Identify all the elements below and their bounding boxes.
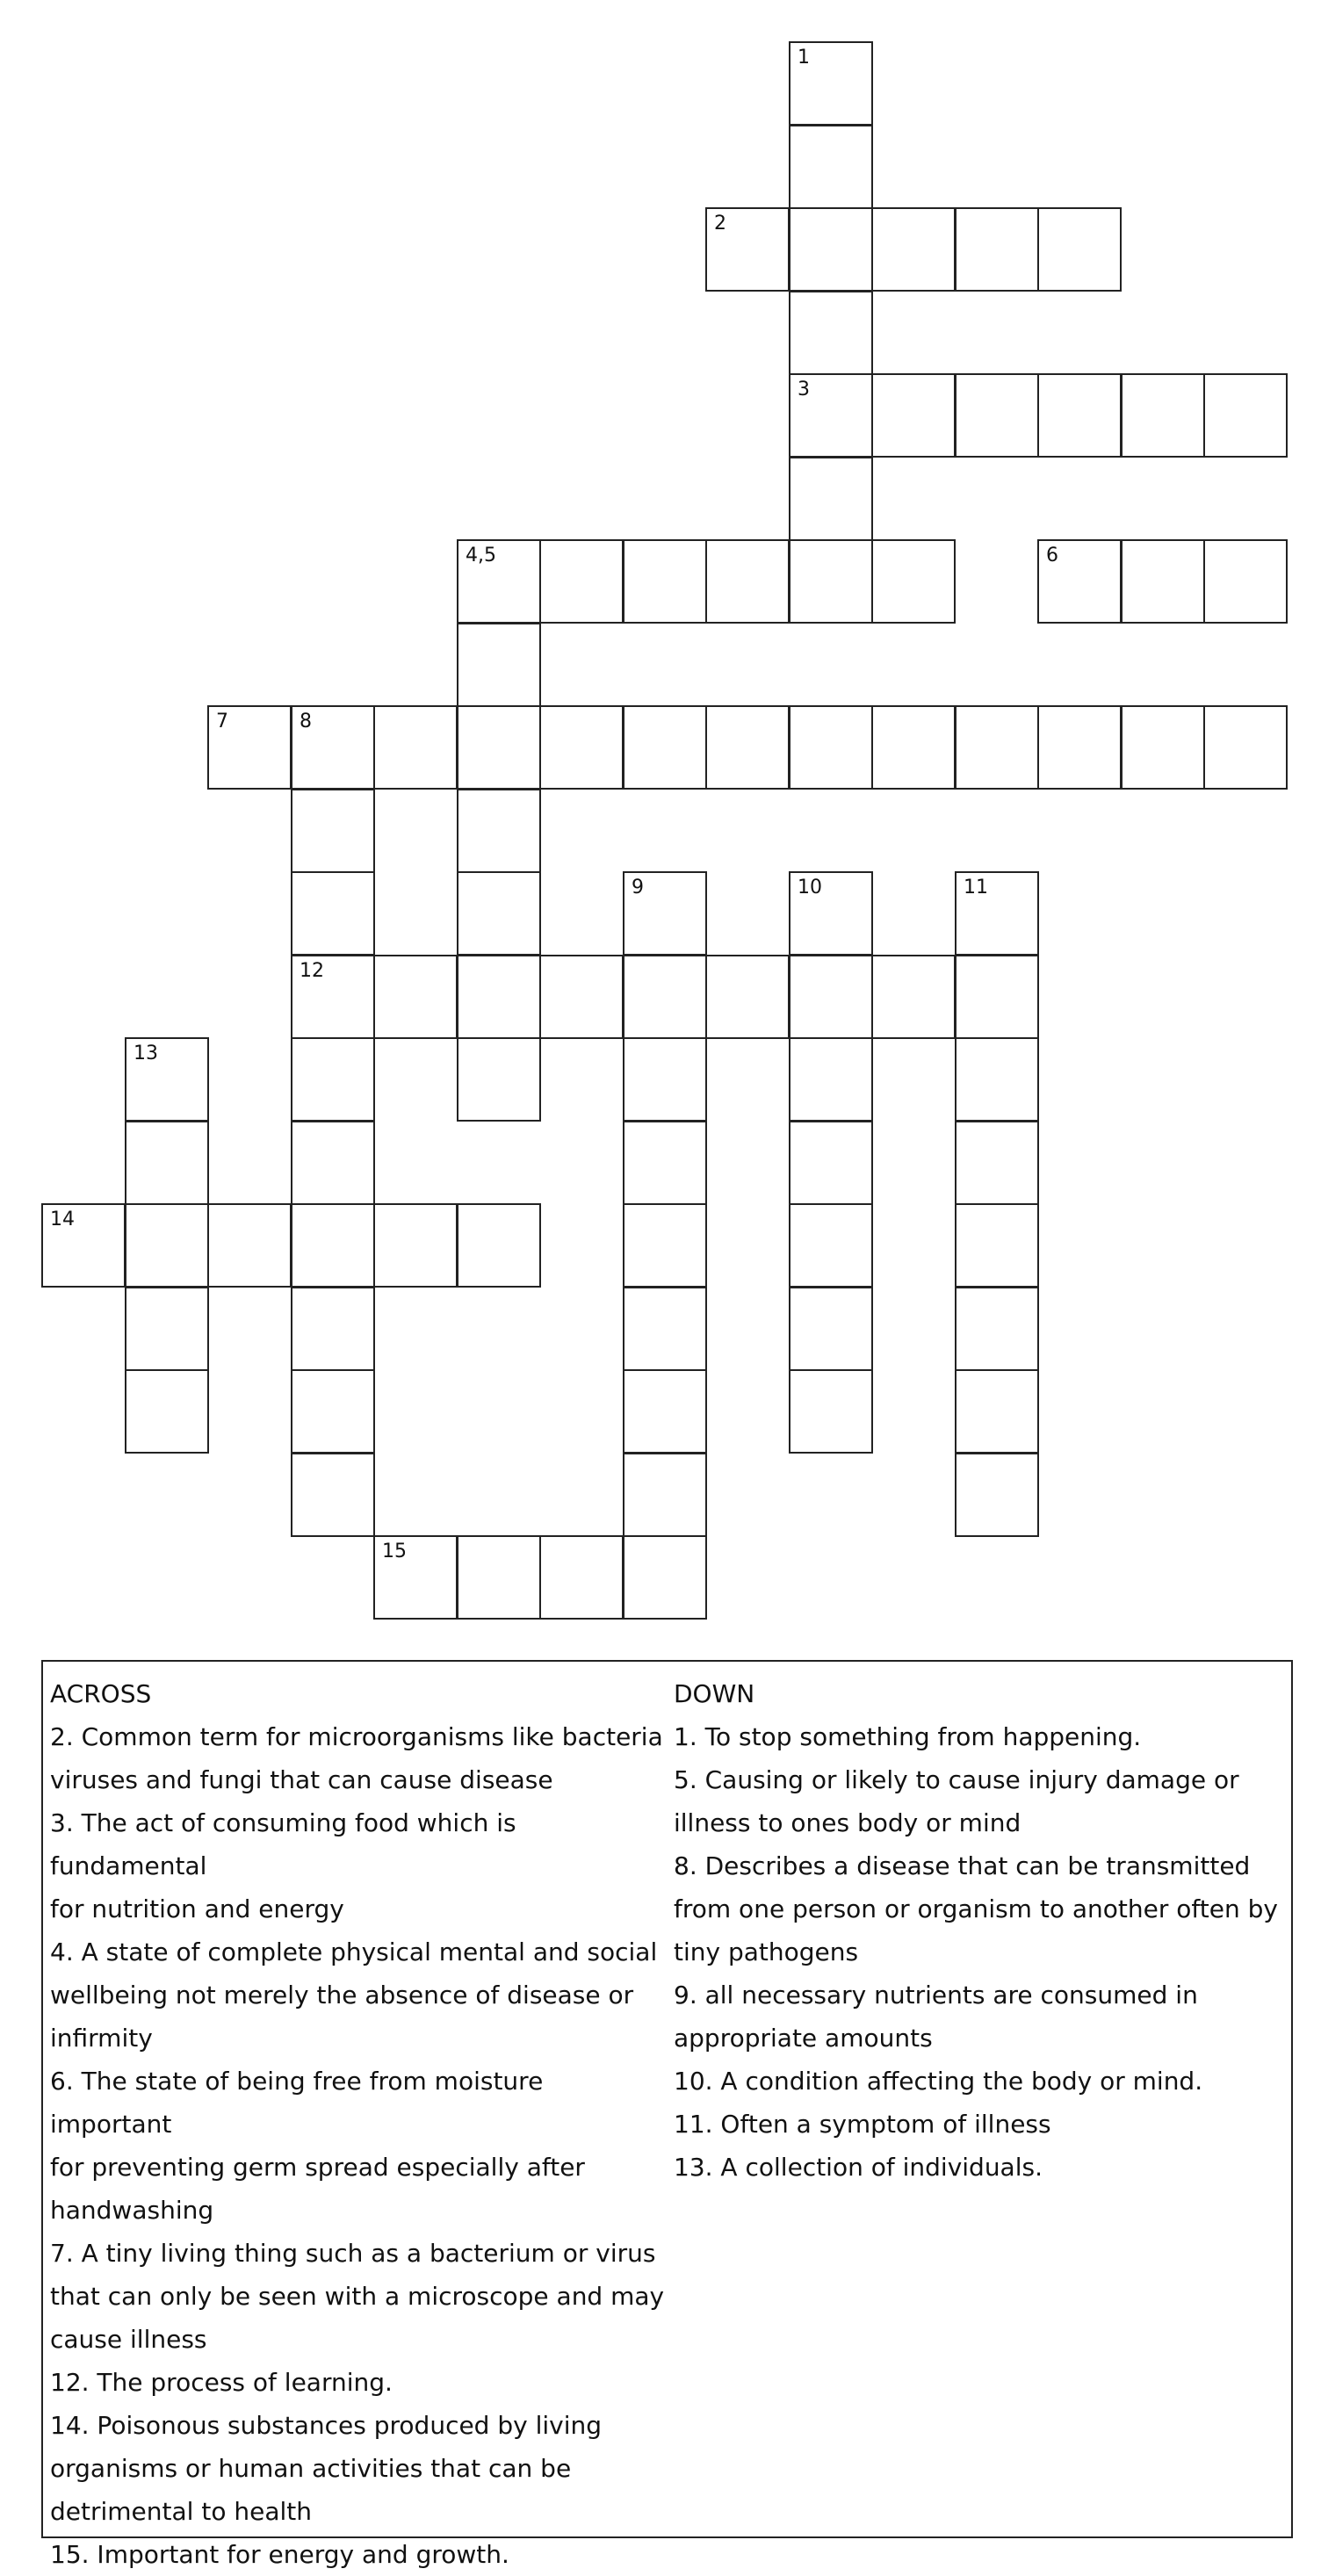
grid-cell[interactable] [1037,539,1122,624]
grid-cell[interactable] [623,1287,707,1371]
grid-cell[interactable] [539,955,624,1039]
grid-cell[interactable] [955,705,1039,790]
grid-cell[interactable] [125,1037,209,1122]
grid-cell[interactable] [789,1121,873,1205]
across-clue-line: 14. Poisonous substances produced by living [50,2411,603,2440]
grid-cell[interactable] [457,871,541,956]
grid-cell[interactable] [955,955,1039,1039]
across-clue-line: 7. A tiny living thing such as a bacterium or virus [50,2239,656,2268]
grid-cell[interactable] [623,1203,707,1288]
cell-number: 2 [714,213,726,235]
across-clue-line: 4. A state of complete physical mental and social [50,1937,658,1966]
across-clue-line: for preventing germ spread especially after [50,2153,585,2182]
grid-cell[interactable] [955,1369,1039,1454]
grid-cell[interactable] [291,705,375,790]
across-clue-line: infirmity [50,2024,153,2053]
grid-cell[interactable] [207,1203,292,1288]
down-clue-line: appropriate amounts [674,2024,933,2053]
grid-cell[interactable] [789,539,873,624]
grid-cell[interactable] [955,871,1039,956]
grid-cell[interactable] [1037,705,1122,790]
grid-cell[interactable] [1203,539,1288,624]
grid-cell[interactable] [789,125,873,209]
grid-cell[interactable] [1203,373,1288,458]
grid-cell[interactable] [623,705,707,790]
across-heading: ACROSS [50,1679,152,1708]
cell-number: 3 [798,379,810,400]
grid-cell[interactable] [539,539,624,624]
grid-cell[interactable] [457,789,541,873]
grid-cell[interactable] [871,373,956,458]
grid-cell[interactable] [955,373,1039,458]
cell-number: 12 [300,960,324,982]
grid-cell[interactable] [1037,373,1122,458]
grid-cell[interactable] [789,871,873,956]
grid-cell[interactable] [623,1369,707,1454]
down-clues [674,1672,1280,2189]
across-clue-line: 12. The process of learning. [50,2368,393,2397]
grid-cell[interactable] [789,457,873,541]
grid-cell[interactable] [291,955,375,1039]
across-clue-line: handwashing [50,2196,214,2225]
grid-cell[interactable] [789,1037,873,1122]
down-clue-line: tiny pathogens [674,1937,859,1966]
grid-cell[interactable] [373,1535,458,1620]
grid-cell[interactable] [955,1453,1039,1537]
grid-cell[interactable] [789,705,873,790]
grid-cell[interactable] [457,539,541,624]
grid-cell[interactable] [1121,539,1205,624]
grid-cell[interactable] [125,1121,209,1205]
grid-cell[interactable] [789,1203,873,1288]
down-clue-line: 8. Describes a disease that can be transmitted [674,1851,1251,1880]
down-clue-line: 5. Causing or likely to cause injury damage or [674,1765,1239,1794]
grid-cell[interactable] [291,871,375,956]
grid-cell[interactable] [1121,705,1205,790]
grid-cell[interactable] [955,1121,1039,1205]
grid-cell[interactable] [291,1121,375,1205]
grid-cell[interactable] [955,207,1039,292]
across-clue-line: for nutrition and energy [50,1894,344,1923]
grid-cell[interactable] [623,1037,707,1122]
across-clue-line: 3. The act of consuming food which is fundamental [50,1808,516,1880]
cell-number: 7 [216,711,228,732]
cell-number: 8 [300,711,312,732]
grid-cell[interactable] [705,955,790,1039]
grid-cell[interactable] [291,1203,375,1288]
across-clue-line: 6. The state of being free from moisture important [50,2067,544,2139]
grid-cell[interactable] [789,1287,873,1371]
grid-cell[interactable] [871,539,956,624]
down-clue-line: 9. all necessary nutrients are consumed in [674,1981,1198,2010]
cell-number: 14 [50,1209,75,1230]
grid-cell[interactable] [705,539,790,624]
down-clue-line: 13. A collection of individuals. [674,2153,1043,2182]
grid-cell[interactable] [789,291,873,375]
across-clue-line: detrimental to health [50,2497,312,2526]
grid-cell[interactable] [623,871,707,956]
grid-cell[interactable] [871,207,956,292]
grid-cell[interactable] [789,1369,873,1454]
grid-cell[interactable] [789,955,873,1039]
cell-number: 9 [632,877,644,898]
across-clues [50,1672,665,2576]
grid-cell[interactable] [457,1037,541,1122]
down-clue-line: illness to ones body or mind [674,1808,1021,1837]
grid-cell[interactable] [373,955,458,1039]
grid-cell[interactable] [457,1535,541,1620]
across-clue-line: wellbeing not merely the absence of disease or [50,1981,634,2010]
cell-number: 13 [134,1043,158,1064]
grid-cell[interactable] [291,1287,375,1371]
grid-cell[interactable] [457,1203,541,1288]
grid-cell[interactable] [1121,373,1205,458]
clues-box [41,1660,1293,2569]
grid-cell[interactable] [457,623,541,707]
grid-cell[interactable] [871,955,956,1039]
grid-cell[interactable] [789,373,873,458]
grid-cell[interactable] [871,705,956,790]
grid-cell[interactable] [623,1535,707,1620]
grid-cell[interactable] [539,1535,624,1620]
grid-cell[interactable] [457,955,541,1039]
grid-cell[interactable] [623,1453,707,1537]
down-clue-line: 1. To stop something from happening. [674,1722,1142,1751]
cell-number: 4,5 [466,545,496,566]
down-clue-line: 11. Often a symptom of illness [674,2110,1051,2139]
grid-cell[interactable] [955,1037,1039,1122]
grid-cell[interactable] [539,705,624,790]
grid-cell[interactable] [623,955,707,1039]
grid-cell[interactable] [1037,207,1122,292]
grid-cell[interactable] [291,1453,375,1537]
grid-cell[interactable] [789,41,873,126]
grid-cell[interactable] [705,705,790,790]
grid-cell[interactable] [705,207,790,292]
down-clue-line: from one person or organism to another often by [674,1894,1278,1923]
grid-cell[interactable] [291,789,375,873]
grid-cell[interactable] [41,1203,126,1288]
across-clue-line: 2. Common term for microorganisms like bacteria [50,1722,663,1751]
grid-cell[interactable] [207,705,292,790]
grid-cell[interactable] [955,1287,1039,1371]
grid-cell[interactable] [1203,705,1288,790]
grid-cell[interactable] [125,1287,209,1371]
across-clue-line: organisms or human activities that can be [50,2454,572,2483]
grid-cell[interactable] [373,1203,458,1288]
grid-cell[interactable] [623,1121,707,1205]
cell-number: 6 [1046,545,1058,566]
grid-cell[interactable] [457,705,541,790]
grid-cell[interactable] [291,1037,375,1122]
grid-cell[interactable] [125,1369,209,1454]
down-clue-line: 10. A condition affecting the body or mind. [674,2067,1203,2096]
cell-number: 10 [798,877,822,898]
cell-number: 15 [382,1541,407,1562]
across-clue-line: viruses and fungi that can cause disease [50,1765,553,1794]
grid-cell[interactable] [789,207,873,292]
grid-cell[interactable] [955,1203,1039,1288]
across-clue-line: that can only be seen with a microscope and may [50,2282,665,2311]
grid-cell[interactable] [291,1369,375,1454]
cell-number: 1 [798,47,810,69]
grid-cell[interactable] [125,1203,209,1288]
down-heading: DOWN [674,1679,755,1708]
across-clue-line: 15. Important for energy and growth. [50,2540,509,2569]
grid-cell[interactable] [373,705,458,790]
grid-cell[interactable] [623,539,707,624]
across-clue-line: cause illness [50,2325,207,2354]
cell-number: 11 [964,877,988,898]
